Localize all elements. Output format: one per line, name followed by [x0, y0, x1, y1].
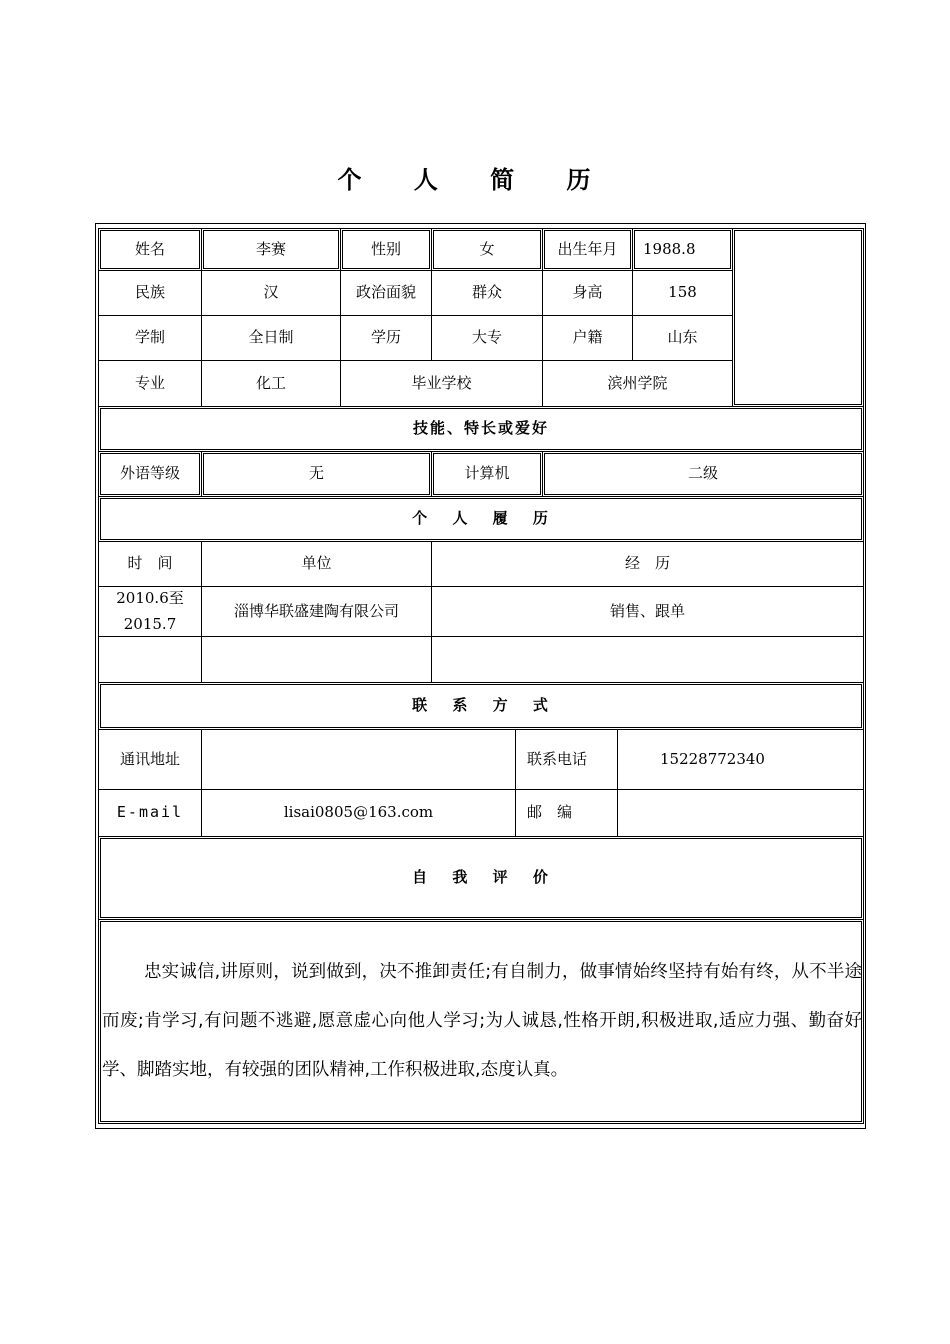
email-value: lisai0805@163.com — [201, 789, 516, 837]
self-eval-header — [98, 836, 864, 920]
hukou-label: 户籍 — [542, 315, 633, 361]
self-eval-header-text: 自 我 评 价 — [412, 868, 550, 887]
schooling-value: 全日制 — [201, 315, 341, 361]
history-col-unit: 单位 — [201, 541, 432, 587]
history-row-time — [98, 636, 202, 683]
phone-value: 15228772340 — [617, 729, 864, 790]
photo-area — [732, 228, 864, 407]
school-label: 毕业学校 — [340, 360, 543, 407]
history-row-exp — [431, 636, 864, 683]
history-header — [98, 496, 864, 542]
name-value: 李赛 — [201, 228, 341, 271]
history-row-time: 2010.6至2015.7 — [98, 586, 202, 637]
computer-value: 二级 — [542, 451, 864, 497]
history-col-time: 时 间 — [98, 541, 202, 587]
language-label: 外语等级 — [98, 451, 202, 497]
computer-label: 计算机 — [431, 451, 543, 497]
history-row-unit: 淄博华联盛建陶有限公司 — [201, 586, 432, 637]
address-value — [201, 729, 516, 790]
page-title: 个 人 简 历 — [337, 165, 613, 194]
contact-header — [98, 682, 864, 730]
hukou-value: 山东 — [632, 315, 733, 361]
gender-value: 女 — [431, 228, 543, 271]
birth-label: 出生年月 — [542, 228, 633, 271]
language-value: 无 — [201, 451, 432, 497]
political-value: 群众 — [431, 270, 543, 316]
major-label: 专业 — [98, 360, 202, 407]
gender-label: 性别 — [340, 228, 432, 271]
education-value: 大专 — [431, 315, 543, 361]
phone-label: 联系电话 — [515, 729, 618, 790]
history-row-unit — [201, 636, 432, 683]
skills-header: 技能、特长或爱好 — [98, 406, 864, 452]
ethnicity-value: 汉 — [201, 270, 341, 316]
history-row-exp: 销售、跟单 — [431, 586, 864, 637]
postcode-label: 邮 编 — [515, 789, 618, 837]
self-eval-text: 忠实诚信,讲原则，说到做到，决不推卸责任;有自制力，做事情始终坚持有始有终，从不半途而废;肯学习,有问题不逃避,愿意虚心向他人学习;为人诚恳,性格开朗,积极进取,适应力强、勤奋好学、脚踏实地，有较强的团队精神,工作积极进取,态度认真。 — [102, 962, 862, 1080]
birth-value: 1988.8 — [632, 228, 733, 271]
political-label: 政治面貌 — [340, 270, 432, 316]
schooling-label: 学制 — [98, 315, 202, 361]
school-value: 滨州学院 — [542, 360, 733, 407]
postcode-value — [617, 789, 864, 837]
address-label: 通讯地址 — [98, 729, 202, 790]
name-label: 姓名 — [98, 228, 202, 271]
height-value: 158 — [632, 270, 733, 316]
height-label: 身高 — [542, 270, 633, 316]
education-label: 学历 — [340, 315, 432, 361]
major-value: 化工 — [201, 360, 341, 407]
contact-header-text: 联 系 方 式 — [412, 696, 550, 715]
email-label: E-mail — [98, 789, 202, 837]
ethnicity-label: 民族 — [98, 270, 202, 316]
history-col-exp: 经 历 — [431, 541, 864, 587]
history-header-text: 个 人 履 历 — [412, 509, 550, 528]
